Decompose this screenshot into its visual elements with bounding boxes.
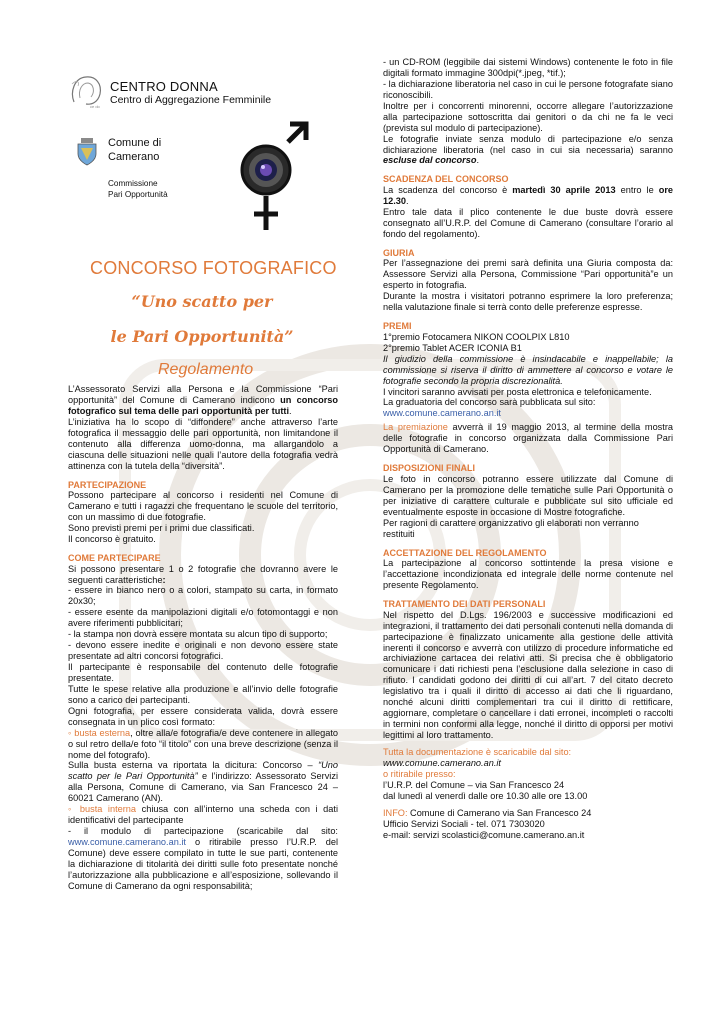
partecipazione-text-3: Il concorso è gratuito.	[68, 533, 156, 544]
section-heading-premi: PREMI	[383, 321, 412, 332]
giuria-text-1: Per l’assegnazione dei premi sarà definita una Giuria composta da: Assessore Servizi alla Persona, Commissione “Pari opportunità”e un esperto in fotografia.	[383, 258, 673, 291]
comune-crest-icon	[76, 138, 98, 166]
centro-donna-subtitle: Centro di Aggregazione Femminile	[110, 94, 272, 106]
busta-interna-item	[68, 804, 338, 826]
intro-bold: un concorso fotografico sul tema delle pari opportunità per tutti	[68, 394, 338, 416]
sulla-text-b: “Uno scatto per le Pari Opportunità”	[68, 760, 338, 782]
cdrom-item: - un CD-ROM (leggibile dai sistemi Windows) contenente le foto in file digitali formato immagine 300dpi(*.jpeg, *tif.);	[383, 57, 673, 78]
website-link[interactable]: www.comune.camerano.an.it	[68, 837, 186, 848]
intro-paragraph	[68, 384, 338, 417]
centro-donna-logo	[66, 72, 106, 110]
right-column	[383, 57, 673, 840]
premiazione-label: La premiazione	[383, 422, 448, 433]
sulla-text-a: Sulla busta esterna va riportata la dicitura: Concorso –	[68, 760, 319, 771]
scadenza-text-2: Entro tale data il plico contenente le due buste dovrà essere consegnato all’U.R.P. del Comune di Camerano (consultare l’orario al fondo del regolamento).	[383, 206, 673, 239]
modulo-text-a: - il modulo di partecipazione (scaricabile dal sito:	[68, 826, 338, 837]
come-text-5: - devono essere inedite e originali e non devono essere state presentate ad altri concorsi fotografici.	[68, 640, 338, 662]
section-heading-giuria: GIURIA	[383, 247, 415, 258]
info-line	[383, 808, 673, 819]
disposizioni-text-1: Le foto in concorso potranno essere utilizzate dal Comune di Camerano per la promozione delle tematiche sulle Pari Opportunità o per iniziative di carattere culturale e pubblicate sul sito ufficiale ed eventualmente esposte in occasione di Mostre fotografiche.	[383, 473, 673, 517]
accettazione-text: La partecipazione al concorso sottintende la presa visione e l’accettazione incondizionata ed integrale delle norme contenute nel presente Regolamento.	[383, 558, 673, 591]
svg-text:ce do: ce do	[90, 104, 100, 109]
info-text: Comune di Camerano via San Francesco 24	[407, 807, 592, 818]
disposizioni-text-2: Per ragioni di carattere organizzativo gli elaborati non verranno restituiti	[383, 517, 639, 539]
come-text-3: - essere esente da manipolazioni digitali e/o fotomontaggi e non avere riferimenti pubblicitari;	[68, 607, 338, 629]
section-heading-partecipazione: PARTECIPAZIONE	[68, 479, 147, 490]
sulla-text-c: e l’indirizzo: Assessorato Servizi alla Persona, Comune di Camerano, via San Francesco 24 – 60021 Camerano (AN).	[68, 771, 338, 804]
premiazione-body: avverrà il 19 maggio 2013, al termine della mostra delle fotografie in concorso organizzata dalla Commissione Pari Opportunità di Camerano.	[383, 422, 673, 455]
come-text-7: Tutte le spese relative alla produzione e all’invio delle fotografie sono a carico dei partecipanti.	[68, 683, 338, 705]
section-heading-accettazione: ACCETTAZIONE DEL REGOLAMENTO	[383, 547, 547, 558]
come-text-2: - essere in bianco nero o a colori, stampato su carta, in formato 20x30;	[68, 585, 338, 607]
come-text-1	[68, 564, 338, 586]
section-heading-scadenza: SCADENZA DEL CONCORSO	[383, 174, 509, 185]
modulo-text-b: o ritirabile presso l’U.R.P. del Comune) deve essere compilato in tutte le sue parti, contenente la dichiarazione di titolarità dei diritti sulle foto presentate nonché l’autorizzazione alla pubblicazione e all’esposizione, sollevando il Comune di Camerano da ogni responsabilità;	[68, 837, 338, 891]
busta-interna-text: chiusa con all’interno una scheda con i dati identificativi del partecipante	[68, 804, 338, 826]
scadenza-text	[383, 185, 673, 207]
giudizio-text: Il giudizio della commissione è insindacabile e inappellabile; la commissione si riserva il diritto di ammettere al concorso e votare le fotografie secondo la propria discrezionalità.	[383, 353, 673, 386]
commissione-line2: Pari Opportunità	[108, 190, 168, 199]
scadenza-date: martedì 30 aprile 2013	[512, 185, 616, 196]
premio-1: 1°premio Fotocamera NIKON COOLPIX L810	[383, 331, 570, 342]
contest-subtitle-line2: le Pari Opportunità”	[110, 327, 294, 346]
urp-address: l’U.R.P. del Comune – via San Francesco 24	[383, 779, 565, 790]
sulla-busta-text	[68, 760, 338, 804]
come-text-8: Ogni fotografia, per essere considerata valida, dovrà essere consegnata in un plico così formato:	[68, 705, 338, 727]
scadenza-a: La scadenza del concorso è	[383, 185, 513, 196]
partecipazione-text-1: Possono partecipare al concorso i residenti nel Comune di Camerano e tutti i ragazzi che frequentano le scuole del territorio, con un massimo di due fotografie.	[68, 490, 338, 523]
come-text-6: Il partecipante è responsabile del contenuto delle fotografie presentate.	[68, 662, 338, 683]
website-link[interactable]: www.comune.camerano.an.it	[383, 408, 501, 419]
premiazione-text	[383, 422, 673, 455]
come-text-4: - la stampa non dovrà essere montata su alcun tipo di supporto;	[68, 629, 328, 640]
bullet-icon: ◦	[68, 727, 75, 738]
comune-name-line2: Camerano	[108, 151, 160, 163]
escluse-text	[383, 134, 673, 167]
urp-hours: dal lunedì al venerdì dalle ore 10.30 alle ore 13.00	[383, 790, 588, 801]
premio-2: 2°premio Tablet ACER ICONIA B1	[383, 342, 522, 353]
centro-donna-title: CENTRO DONNA	[110, 79, 218, 94]
comune-name-line1: Comune di	[108, 137, 162, 149]
ritirabile-text: o ritirabile presso:	[383, 768, 456, 779]
regolamento-heading: Regolamento	[158, 361, 254, 378]
scadenza-e: .	[406, 196, 409, 207]
commissione-line1: Commissione	[108, 179, 158, 188]
busta-esterna-text: , oltre alla/e fotografia/e deve contenere in allegato o sul retro della/e foto “il titolo” con una breve descrizione (senza il nome del fotografo).	[68, 727, 338, 760]
partecipazione-text-2: Sono previsti premi per i primi due classificati.	[68, 523, 255, 534]
come-text-1b: :	[162, 574, 166, 585]
bullet-icon: ◦	[68, 804, 80, 815]
busta-interna-label: busta interna	[79, 804, 137, 815]
scadenza-c: entro le	[615, 185, 659, 196]
busta-esterna-label: busta esterna	[74, 727, 131, 738]
graduatoria-text: La graduatoria del concorso sarà pubblicata sul sito:	[383, 397, 596, 408]
vincitori-text: I vincitori saranno avvisati per posta elettronica e telefonicamente.	[383, 386, 652, 397]
section-heading-come-partecipare: COME PARTECIPARE	[68, 552, 161, 563]
escluse-text-c: .	[476, 155, 480, 166]
modulo-text	[68, 826, 338, 892]
trattamento-text: Nel rispetto del D.Lgs. 196/2003 e successive modificazioni ed integrazioni, il trattamento dei dati personali contenuti nella domanda di partecipazione è finalizzato unicamente alla gestione delle attività inerenti il concorso e avverrà con utilizzo di procedure informatiche ed archiviazione cartacea dei relativi atti. Si precisa che è obbligatorio comunicare i dati richiesti pena l’esclusione dalla selezione in caso di rifiuto. I candidati godono dei diritti di cui all’art. 7 del citato decreto legislativo tra i quali il diritto di accesso ai dati che li riguardano, nonché alcuni diritti complementari tra cui il diritto di rettificare, aggiornare, completare o cancellare i dati erronei, incompleti o raccolti in termini non conformi alla legge, nonché il diritto di opporsi per motivi legittimi al loro trattamento.	[383, 609, 673, 741]
minorenni-text: Inoltre per i concorrenti minorenni, occorre allegare l’autorizzazione alla partecipazione sottoscritta dai genitori o da chi ne fa le veci (prevista sul modulo di partecipazione).	[383, 100, 673, 133]
info-label: INFO:	[383, 807, 408, 818]
giuria-text-2: Durante la mostra i visitatori potranno esprimere la loro preferenza; nella valutazione finale si terrà conto delle preferenze espresse.	[383, 291, 673, 313]
section-heading-trattamento: TRATTAMENTO DEI DATI PERSONALI	[383, 599, 546, 610]
busta-esterna-item	[68, 728, 338, 761]
ufficio-line: Ufficio Servizi Sociali - tel. 071 7303020	[383, 818, 545, 829]
contest-title: CONCORSO FOTOGRAFICO	[90, 258, 337, 278]
escluse-text-a: Le fotografie inviate senza modulo di partecipazione e/o senza dichiarazione liberatoria (nel caso in cui sia necessaria) saranno	[383, 133, 673, 155]
come-text-1a: Si possono presentare 1 o 2 fotografie che dovranno avere le seguenti caratteristiche	[68, 563, 338, 585]
section-heading-disposizioni: DISPOSIZIONI FINALI	[383, 463, 476, 474]
contest-subtitle-line1: “Uno scatto per	[131, 292, 273, 311]
intro-paragraph-2: L’iniziativa ha lo scopo di “diffondere” anche attraverso l’arte fotografica il messaggio delle pari opportunità, non limitandone il contenuto alla differenza uomo-donna, ma allargandolo a ciascuna delle situazioni nelle quali l’autore della fotografia vedrà attinenza con la tutela della “diversità”.	[68, 416, 338, 471]
dichiarazione-item: - la dichiarazione liberatoria nel caso in cui le persone fotografate siano riconoscibili.	[383, 78, 673, 100]
intro-end: .	[289, 405, 292, 416]
documentazione-text: Tutta la documentazione è scaricabile dal sito:	[383, 746, 572, 757]
scadenza-time: ore 12.30	[383, 185, 674, 207]
documentazione-link[interactable]: www.comune.camerano.an.it	[383, 757, 501, 768]
left-column	[68, 384, 338, 892]
escluse-text-b: escluse dal concorso	[383, 155, 477, 166]
email-line[interactable]: e-mail: servizi scolastici@comune.camerano.an.it	[383, 829, 585, 840]
intro-text: L’Assessorato Servizi alla Persona e la Commissione “Pari opportunità” del Comune di Camerano indicono	[68, 384, 338, 405]
gender-lens-emblem	[238, 118, 316, 236]
